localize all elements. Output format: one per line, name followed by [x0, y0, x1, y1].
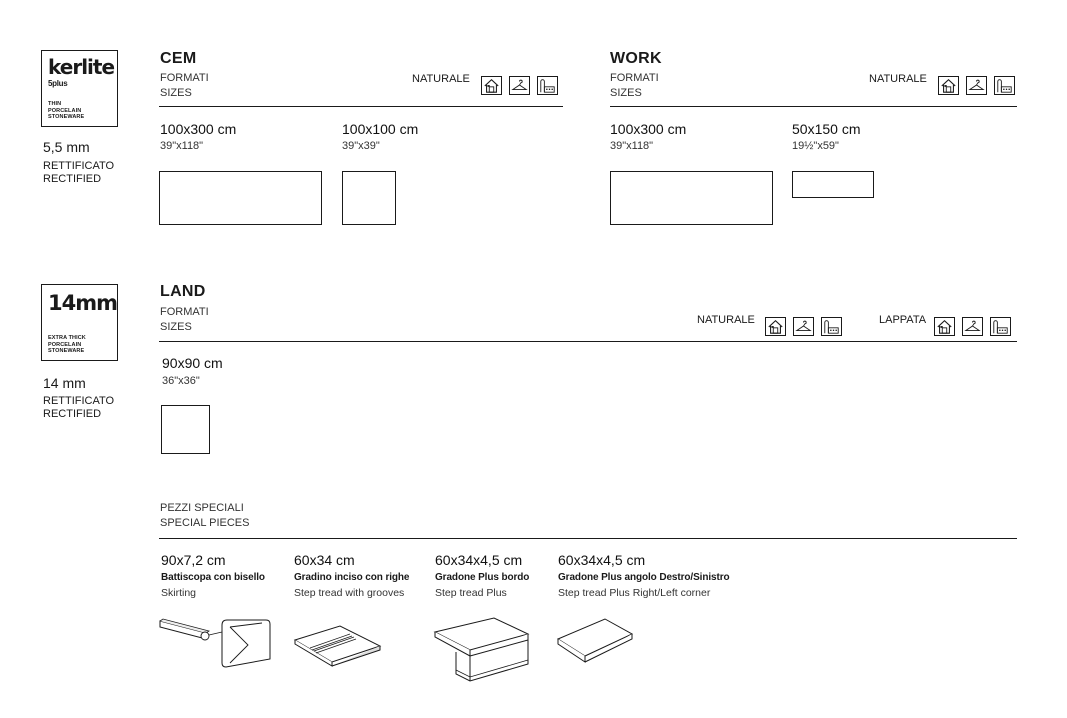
size-inches: 36"x36"	[162, 375, 200, 387]
thickness-label: 5,5 mm	[43, 139, 90, 155]
finish-label-lappata: LAPPATA	[879, 314, 927, 326]
section-divider	[159, 106, 563, 107]
piece-name: Gradone Plus bordo	[435, 572, 530, 583]
hanger-icon	[962, 317, 983, 336]
piece-size: 90x7,2 cm	[161, 552, 226, 568]
corner-step-illustration	[555, 614, 635, 668]
section-title-cem: CEM	[160, 50, 197, 67]
piece-name-en: Step tread Plus	[435, 587, 507, 599]
finish-label-naturale: NATURALE	[697, 314, 755, 326]
finish-label: NATURALE	[869, 73, 927, 85]
size-inches: 39"x118"	[160, 140, 204, 152]
house-icon	[934, 317, 955, 336]
step-tread-plus-illustration	[432, 614, 532, 684]
size-inches: 19½"x59"	[792, 140, 839, 152]
hanger-icon	[509, 76, 530, 95]
tile-shape	[159, 171, 322, 225]
tile-shape	[610, 171, 773, 225]
special-pieces-title: PEZZI SPECIALI SPECIAL PIECES	[160, 502, 250, 529]
brand-sub: 5plus	[48, 79, 68, 88]
thickness-label: 14 mm	[43, 375, 86, 391]
building-icon	[990, 317, 1011, 336]
building-icon	[821, 317, 842, 336]
section-divider	[159, 341, 1017, 342]
brand-tag: EXTRA THICK PORCELAIN STONEWARE	[48, 335, 86, 354]
piece-size: 60x34x4,5 cm	[558, 552, 646, 568]
piece-name: Gradone Plus angolo Destro/Sinistro	[558, 572, 730, 583]
brand-tag: THIN PORCELAIN STONEWARE	[48, 101, 85, 120]
hanger-icon	[793, 317, 814, 336]
piece-name-en: Step tread Plus Right/Left corner	[558, 587, 711, 599]
house-icon	[938, 76, 959, 95]
house-icon	[765, 317, 786, 336]
building-icon	[994, 76, 1015, 95]
building-icon	[537, 76, 558, 95]
kerlite-brand-box	[41, 50, 118, 127]
rectified-label: RETTIFICATO RECTIFIED	[43, 160, 115, 185]
piece-name-en: Step tread with grooves	[294, 587, 405, 599]
size-label: 90x90 cm	[162, 355, 223, 371]
size-label: 100x100 cm	[342, 121, 419, 137]
piece-size: 60x34x4,5 cm	[435, 552, 523, 568]
section-title-land: LAND	[160, 283, 206, 300]
piece-name-en: Skirting	[161, 587, 197, 599]
size-label: 100x300 cm	[160, 121, 237, 137]
size-inches: 39"x118"	[610, 140, 654, 152]
tile-shape	[161, 405, 210, 454]
brand-logo: kerlite	[48, 55, 115, 79]
size-label: 50x150 cm	[792, 121, 861, 137]
skirting-illustration	[158, 615, 273, 670]
rectified-label: RETTIFICATO RECTIFIED	[43, 395, 115, 420]
section-subtitle: FORMATI SIZES	[610, 72, 659, 99]
tile-shape	[342, 171, 396, 225]
house-icon	[481, 76, 502, 95]
hanger-icon	[966, 76, 987, 95]
step-grooves-illustration	[292, 620, 384, 670]
section-divider	[159, 538, 1017, 539]
piece-size: 60x34 cm	[294, 552, 355, 568]
section-title-work: WORK	[610, 50, 662, 67]
piece-name: Gradino inciso con righe	[294, 572, 410, 583]
size-inches: 39"x39"	[342, 140, 380, 152]
14mm-brand-box	[41, 284, 118, 361]
tile-shape	[792, 171, 874, 198]
section-subtitle: FORMATI SIZES	[160, 306, 209, 333]
section-divider	[610, 106, 1017, 107]
piece-name: Battiscopa con bisello	[161, 572, 265, 583]
finish-label: NATURALE	[412, 73, 470, 85]
size-label: 100x300 cm	[610, 121, 687, 137]
brand-logo: 14mm	[48, 291, 117, 315]
section-subtitle: FORMATI SIZES	[160, 72, 209, 99]
